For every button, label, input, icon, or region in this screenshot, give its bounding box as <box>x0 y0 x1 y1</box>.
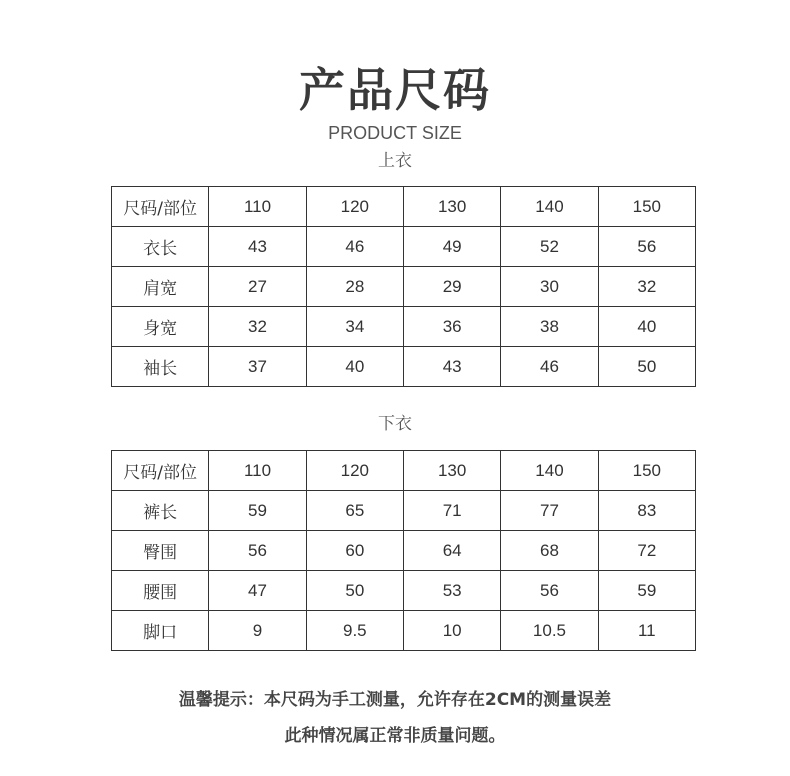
table-header-cell: 150 <box>598 451 695 491</box>
table-row <box>112 611 696 651</box>
page-title: 产品尺码 <box>299 63 491 117</box>
tops-section-label: 上衣 <box>378 151 412 171</box>
table-cell: 32 <box>209 307 306 347</box>
measurement-note-line-1: 温馨提示：本尺码为手工测量，允许存在2CM的测量误差 <box>178 690 612 710</box>
table-cell: 28 <box>306 267 403 307</box>
table-cell: 43 <box>209 227 306 267</box>
table-cell: 46 <box>306 227 403 267</box>
table-header-cell: 110 <box>209 451 306 491</box>
table-cell: 56 <box>209 531 306 571</box>
table-cell: 29 <box>403 267 500 307</box>
table-cell: 32 <box>598 267 695 307</box>
table-row <box>112 307 696 347</box>
table-header-cell: 120 <box>306 451 403 491</box>
measurement-note-line-2: 此种情况属正常非质量问题。 <box>284 726 506 746</box>
table-row <box>112 267 696 307</box>
row-label: 身宽 <box>112 307 209 347</box>
table-cell: 40 <box>306 347 403 387</box>
row-label: 脚口 <box>112 611 209 651</box>
table-row <box>112 347 696 387</box>
table-cell: 49 <box>403 227 500 267</box>
table-cell: 71 <box>403 491 500 531</box>
table-cell: 37 <box>209 347 306 387</box>
table-header-cell: 130 <box>403 187 500 227</box>
table-header-cell: 140 <box>501 451 598 491</box>
tops-size-table <box>111 186 696 387</box>
table-cell: 56 <box>598 227 695 267</box>
table-cell: 50 <box>306 571 403 611</box>
table-row <box>112 491 696 531</box>
table-header-cell: 140 <box>501 187 598 227</box>
table-cell: 10 <box>403 611 500 651</box>
table-cell: 47 <box>209 571 306 611</box>
bottoms-section-label: 下衣 <box>378 414 412 434</box>
table-cell: 72 <box>598 531 695 571</box>
table-cell: 38 <box>501 307 598 347</box>
table-cell: 53 <box>403 571 500 611</box>
table-cell: 40 <box>598 307 695 347</box>
table-cell: 60 <box>306 531 403 571</box>
table-row <box>112 227 696 267</box>
table-header-cell: 130 <box>403 451 500 491</box>
table-cell: 10.5 <box>501 611 598 651</box>
row-label: 肩宽 <box>112 267 209 307</box>
table-cell: 36 <box>403 307 500 347</box>
row-label: 腰围 <box>112 571 209 611</box>
table-cell: 34 <box>306 307 403 347</box>
row-label: 袖长 <box>112 347 209 387</box>
table-header-cell: 150 <box>598 187 695 227</box>
table-cell: 30 <box>501 267 598 307</box>
table-cell: 59 <box>209 491 306 531</box>
table-cell: 43 <box>403 347 500 387</box>
table-cell: 52 <box>501 227 598 267</box>
table-cell: 11 <box>598 611 695 651</box>
table-header-cell: 尺码/部位 <box>112 187 209 227</box>
table-cell: 9.5 <box>306 611 403 651</box>
table-cell: 9 <box>209 611 306 651</box>
row-label: 裤长 <box>112 491 209 531</box>
table-cell: 65 <box>306 491 403 531</box>
table-header-cell: 120 <box>306 187 403 227</box>
table-header-cell: 110 <box>209 187 306 227</box>
table-cell: 68 <box>501 531 598 571</box>
table-cell: 46 <box>501 347 598 387</box>
table-header-cell: 尺码/部位 <box>112 451 209 491</box>
table-cell: 27 <box>209 267 306 307</box>
table-row <box>112 571 696 611</box>
table-row <box>112 531 696 571</box>
table-cell: 50 <box>598 347 695 387</box>
table-cell: 59 <box>598 571 695 611</box>
table-header-row <box>112 451 696 491</box>
table-header-row <box>112 187 696 227</box>
row-label: 衣长 <box>112 227 209 267</box>
table-cell: 64 <box>403 531 500 571</box>
table-cell: 83 <box>598 491 695 531</box>
row-label: 臀围 <box>112 531 209 571</box>
table-cell: 77 <box>501 491 598 531</box>
bottoms-size-table <box>111 450 696 651</box>
table-cell: 56 <box>501 571 598 611</box>
page-subtitle: PRODUCT SIZE <box>328 123 462 143</box>
